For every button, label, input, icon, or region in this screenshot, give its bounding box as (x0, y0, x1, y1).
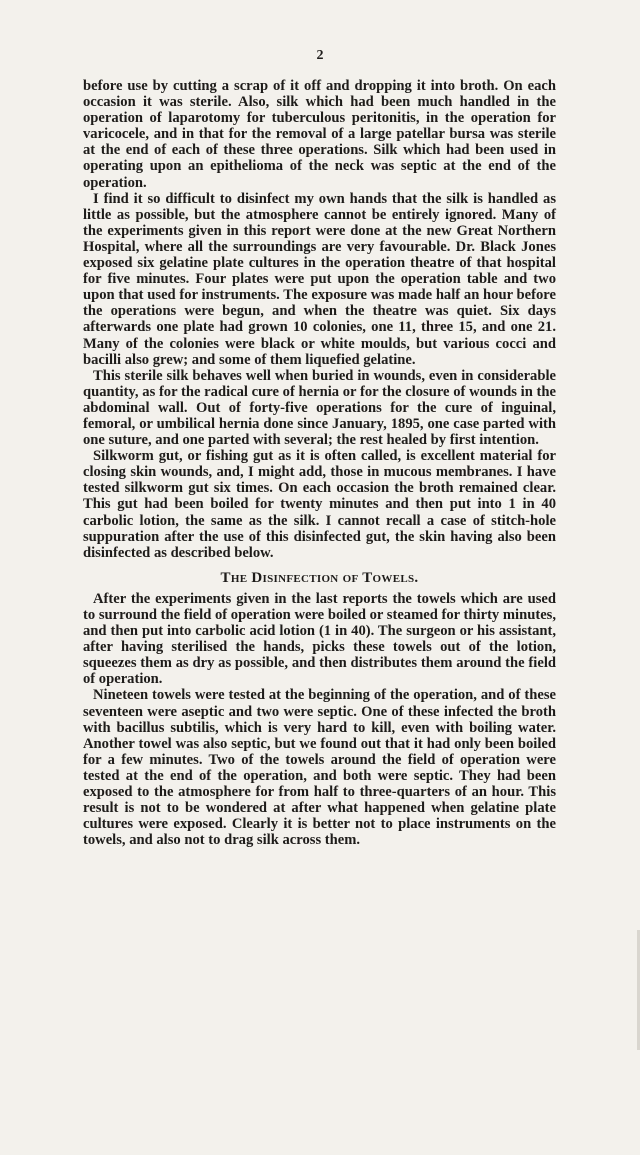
paragraph: This sterile silk behaves well when buried in wounds, even in considerable quantity, as for the radical cure of hernia or for the closure of wounds in the abdominal wall. Out of forty-five operations for the cure of inguinal, femoral, or umbilical hernia done since January, 1895, one case parted with one suture, and one parted with several; the rest healed by first intention. (83, 367, 556, 449)
paragraph: before use by cutting a scrap of it off and dropping it into broth. On each occasion it was sterile. Also, silk which had been much handled in the operation of laparotomy for tuberculous peritonitis, in the operation for varicocele, and in that for the removal of a large patellar bursa was sterile at the end of each of these three operations. Silk which had been used in operating upon an epithelioma of the neck was septic at the end of the operation. (83, 78, 556, 191)
section-heading: The Disinfection of Towels. (220, 569, 419, 586)
paragraph: Silkworm gut, or fishing gut as it is often called, is excellent material for closing skin wounds, and, I might add, those in mucous membranes. I have tested silkworm gut six times. On each occasion the broth remained clear. This gut had been boiled for twenty minutes and then put into 1 in 40 carbolic lotion, the same as the silk. I cannot recall a case of stitch-hole suppuration after the use of this disinfected gut, the skin having also been disinfected as described below. (83, 448, 556, 561)
body-text (83, 78, 556, 848)
page-number: 2 (316, 48, 324, 63)
paragraph: After the experiments given in the last reports the towels which are used to surround the field of operation were boiled or steamed for thirty minutes, and then put into carbolic acid lotion (1 in 40). The surgeon or his assistant, after having sterilised the hands, picks these towels out of the lotion, squeezes them as dry as possible, and then distributes them around the field of operation. (83, 590, 556, 688)
paragraph: Nineteen towels were tested at the beginning of the operation, and of these seventeen were aseptic and two were septic. One of these infected the broth with bacillus subtilis, which is very hard to kill, even with boiling water. Another towel was also septic, but we found out that it had only been boiled for a few minutes. Two of the towels around the field of operation were tested at the end of the operation, and both were septic. They had been exposed to the atmosphere for from half to three-quarters of an hour. This result is not to be wondered at after what happened when gelatine plate cultures were exposed. Clearly it is better not to place instruments on the towels, and also not to drag silk across them. (83, 687, 556, 849)
paragraph: I find it so difficult to disinfect my own hands that the silk is handled as little as possible, but the atmosphere cannot be entirely ignored. Many of the experiments given in this report were done at the new Great Northern Hospital, where all the surroundings are very favourable. Dr. Black Jones exposed six gelatine plate cultures in the operation theatre of that hospital for five minutes. Four plates were put upon the operation table and two upon that used for instruments. The exposure was made half an hour before the operations were begun, and when the theatre was quiet. Six days afterwards one plate had grown 10 colonies, one 11, three 15, and one 21. Many of the colonies were black or white moulds, but various cocci and bacilli also grew; and some of them liquefied gelatine. (83, 190, 556, 368)
